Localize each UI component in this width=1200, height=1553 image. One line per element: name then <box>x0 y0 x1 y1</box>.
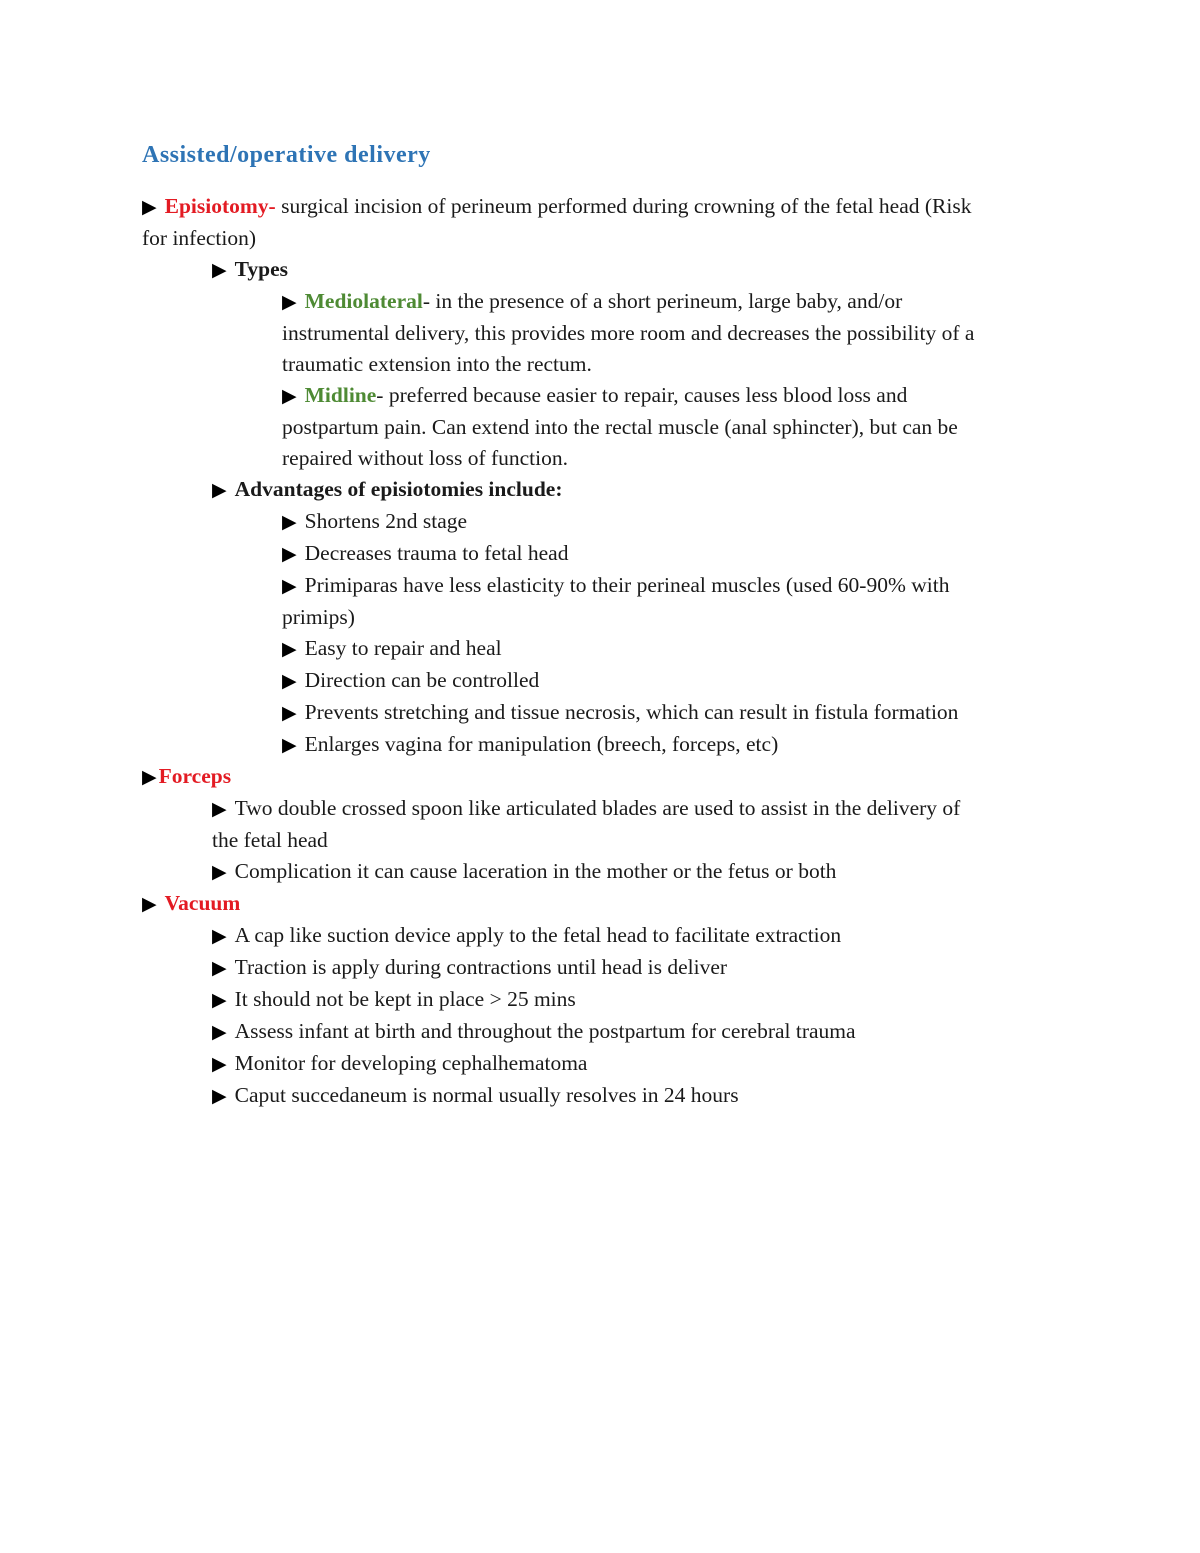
types-item <box>142 254 1062 286</box>
bullet-arrow-icon: ▶ <box>282 292 297 313</box>
vacuum-detail-text: A cap like suction device apply to the fetal head to facilitate extraction <box>234 923 842 947</box>
forceps-detail-text: Complication it can cause laceration in the mother or the fetus or both <box>234 859 837 883</box>
vacuum-detail-item <box>142 1016 1062 1048</box>
advantages-label: Advantages of episiotomies include: <box>234 477 563 501</box>
advantage-item <box>142 729 1062 761</box>
document-title: Assisted/operative delivery <box>142 142 431 168</box>
vacuum-detail-text: Traction is apply during contractions until head is deliver <box>234 955 728 979</box>
vacuum-item <box>142 888 1062 920</box>
bullet-arrow-icon: ▶ <box>282 639 297 660</box>
episiotomy-definition: surgical incision of perineum performed during crowning of the fetal head (Risk <box>275 194 972 218</box>
advantage-text-cont: primips) <box>282 605 355 629</box>
mediolateral-text-cont: traumatic extension into the rectum. <box>282 352 592 376</box>
bullet-arrow-icon: ▶ <box>282 512 297 533</box>
vacuum-detail-item <box>142 1048 1062 1080</box>
bullet-arrow-icon: ▶ <box>212 1054 227 1075</box>
bullet-arrow-icon: ▶ <box>282 576 297 597</box>
bullet-arrow-icon: ▶ <box>212 260 227 281</box>
episiotomy-term: Episiotomy- <box>164 194 276 218</box>
advantage-item <box>142 697 1062 729</box>
advantage-text: Easy to repair and heal <box>304 636 502 660</box>
forceps-detail-text-cont: the fetal head <box>212 828 328 852</box>
midline-text: - preferred because easier to repair, causes less blood loss and <box>376 383 908 407</box>
episiotomy-item <box>142 191 1062 223</box>
mediolateral-item <box>142 286 1062 318</box>
forceps-item <box>142 761 1062 793</box>
advantage-text: Enlarges vagina for manipulation (breech, forceps, etc) <box>304 732 779 756</box>
vacuum-detail-text: It should not be kept in place > 25 mins <box>234 987 576 1011</box>
bullet-arrow-icon: ▶ <box>212 1022 227 1043</box>
vacuum-detail-text: Assess infant at birth and throughout the postpartum for cerebral trauma <box>234 1019 856 1043</box>
advantage-text: Decreases trauma to fetal head <box>304 541 569 565</box>
forceps-detail-item <box>142 856 1062 888</box>
types-label: Types <box>234 257 288 281</box>
advantages-item <box>142 474 1062 506</box>
bullet-arrow-icon: ▶ <box>212 958 227 979</box>
episiotomy-definition-cont: for infection) <box>142 226 257 250</box>
midline-item <box>142 380 1062 412</box>
bullet-arrow-icon: ▶ <box>212 480 227 501</box>
forceps-term: Forceps <box>158 764 232 788</box>
vacuum-detail-item <box>142 952 1062 984</box>
forceps-detail-text: Two double crossed spoon like articulated blades are used to assist in the delivery of <box>234 796 961 820</box>
bullet-arrow-icon: ▶ <box>282 671 297 692</box>
document-body <box>142 191 1062 1112</box>
bullet-arrow-icon: ▶ <box>282 703 297 724</box>
midline-text-cont: repaired without loss of function. <box>282 446 569 470</box>
advantage-item <box>142 506 1062 538</box>
bullet-arrow-icon: ▶ <box>282 544 297 565</box>
advantage-item <box>142 570 1062 602</box>
forceps-detail-item <box>142 793 1062 825</box>
bullet-arrow-icon: ▶ <box>212 862 227 883</box>
mediolateral-text: - in the presence of a short perineum, large baby, and/or <box>422 289 903 313</box>
vacuum-detail-item <box>142 984 1062 1016</box>
mediolateral-text-cont: instrumental delivery, this provides more room and decreases the possibility of a <box>282 321 975 345</box>
bullet-arrow-icon: ▶ <box>142 197 157 218</box>
bullet-arrow-icon: ▶ <box>282 735 297 756</box>
midline-text-cont: postpartum pain. Can extend into the rectal muscle (anal sphincter), but can be <box>282 415 958 439</box>
mediolateral-term: Mediolateral <box>304 289 423 313</box>
advantage-text: Primiparas have less elasticity to their perineal muscles (used 60-90% with <box>304 573 950 597</box>
vacuum-detail-text: Monitor for developing cephalhematoma <box>234 1051 588 1075</box>
advantage-item <box>142 665 1062 697</box>
vacuum-detail-item <box>142 1080 1062 1112</box>
bullet-arrow-icon: ▶ <box>212 1086 227 1107</box>
vacuum-detail-item <box>142 920 1062 952</box>
bullet-arrow-icon: ▶ <box>212 926 227 947</box>
bullet-arrow-icon: ▶ <box>142 767 157 788</box>
vacuum-detail-text: Caput succedaneum is normal usually resolves in 24 hours <box>234 1083 739 1107</box>
vacuum-term: Vacuum <box>164 891 241 915</box>
advantage-text: Shortens 2nd stage <box>304 509 468 533</box>
advantage-item <box>142 538 1062 570</box>
midline-term: Midline <box>304 383 377 407</box>
bullet-arrow-icon: ▶ <box>212 799 227 820</box>
bullet-arrow-icon: ▶ <box>282 386 297 407</box>
advantage-text: Direction can be controlled <box>304 668 540 692</box>
bullet-arrow-icon: ▶ <box>212 990 227 1011</box>
bullet-arrow-icon: ▶ <box>142 894 157 915</box>
advantage-text: Prevents stretching and tissue necrosis, which can result in fistula formation <box>304 700 959 724</box>
advantage-item <box>142 633 1062 665</box>
